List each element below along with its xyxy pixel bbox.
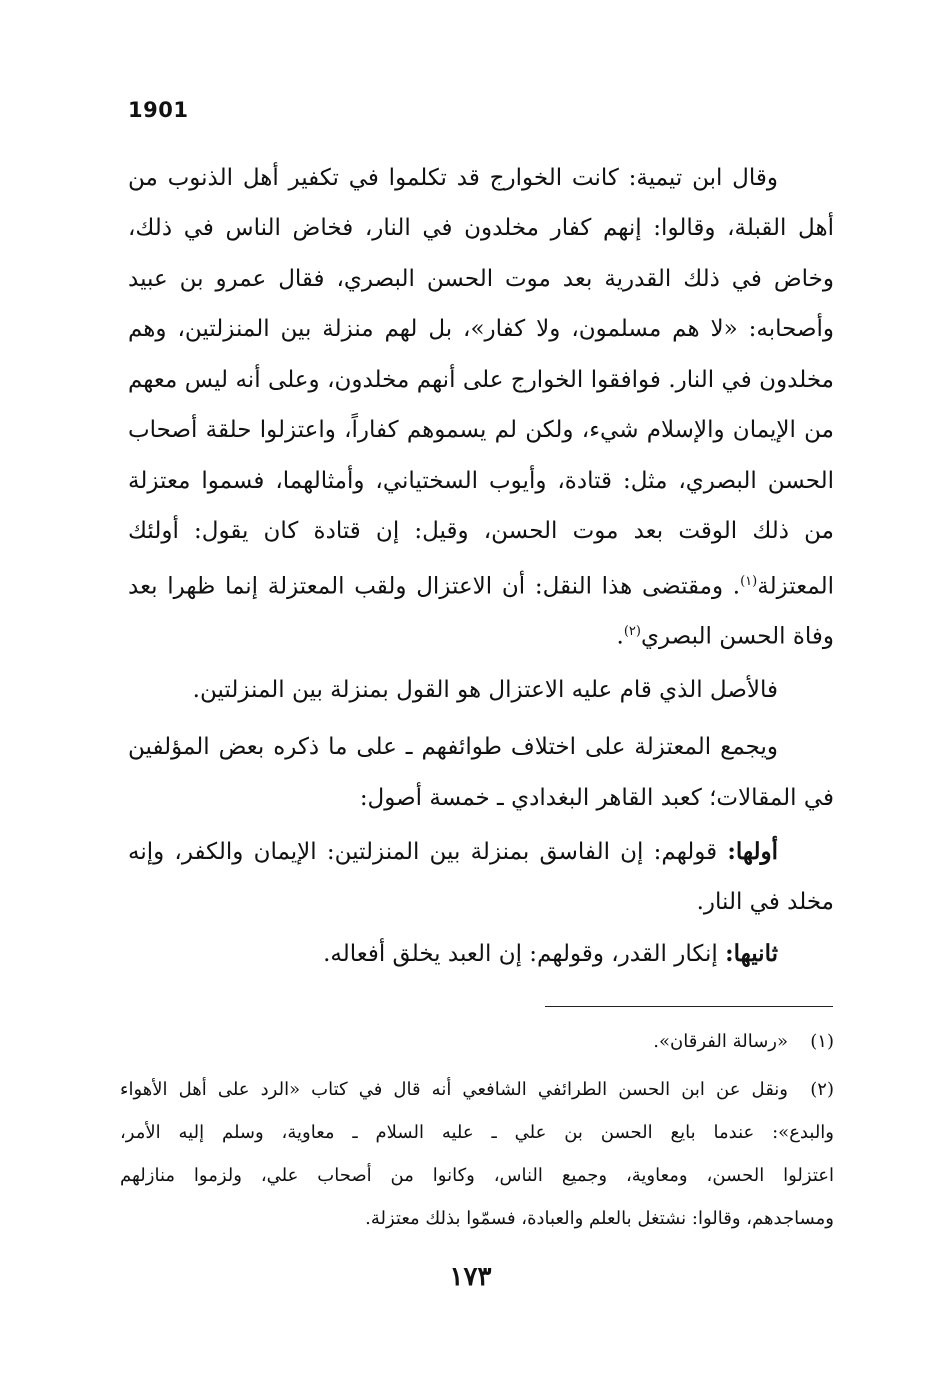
text-fragment: . ومقتضى هذا النقل: أن الاعتزال ولقب المعتزلة إنما ظهرا بعد [128, 573, 741, 600]
paragraph-line: في المقالات؛ كعبد القاهر البغدادي ـ خمسة أصول: [359, 785, 834, 811]
item-text: قولهم: إن الفاسق بمنزلة بين المنزلتين: الإيمان والكفر، وإنه [128, 839, 728, 865]
paragraph-line [128, 612, 834, 657]
footnote-1 [120, 1024, 834, 1060]
paragraph-line: وخاض في ذلك القدرية بعد موت الحسن البصري، فقال عمرو بن عبيد [128, 266, 834, 292]
footnote-text: «رسالة الفرقان». [653, 1031, 788, 1052]
paragraph-line: أهل القبلة، وقالوا: إنهم كفار مخلدون في النار، فخاض الناس في ذلك، [128, 215, 834, 241]
footnote-ref[interactable]: (١) [740, 574, 758, 589]
footnote-text: ونقل عن ابن الحسن الطرائفي الشافعي أنه قال في كتاب «الرد على أهل الأهواء [120, 1079, 788, 1100]
footnote-line: اعتزلوا الحسن، ومعاوية، وجميع الناس، وكانوا من أصحاب علي، ولزموا منازلهم [120, 1165, 834, 1186]
page-number: ١٧٣ [449, 1262, 492, 1292]
footnote-line: ومساجدهم، وقالوا: نشتغل بالعلم والعبادة، فسمّوا بذلك معتزلة. [365, 1208, 834, 1229]
text-fragment: . [616, 623, 624, 650]
footnote-number: (٢) [810, 1079, 834, 1100]
page-code: 1901 [128, 98, 189, 122]
item-label: أولها: [727, 838, 778, 865]
paragraph-line: وقال ابن تيمية: كانت الخوارج قد تكلموا في تكفير أهل الذنوب من [128, 165, 778, 191]
footnote-number: (١) [810, 1031, 834, 1052]
paragraph-line: من الإيمان والإسلام شيء، ولكن لم يسموهم كفاراً، واعتزلوا حلقة أصحاب [128, 417, 834, 443]
paragraph-line: مخلدون في النار. فوافقوا الخوارج على أنهم مخلدون، وعلى أنه ليس معهم [128, 367, 834, 393]
footnote-ref[interactable]: (٢) [623, 624, 641, 639]
paragraph-line: الحسن البصري، مثل: قتادة، وأيوب السختياني، وأمثالهما، فسموا معتزلة [128, 468, 834, 494]
list-item [128, 934, 834, 974]
list-item [128, 832, 834, 872]
footnote-2 [120, 1072, 834, 1108]
item-text: إنكار القدر، وقولهم: إن العبد يخلق أفعاله. [323, 941, 726, 967]
paragraph-line: ويجمع المعتزلة على اختلاف طوائفهم ـ على ما ذكره بعض المؤلفين [128, 734, 778, 760]
paragraph-line: فالأصل الذي قام عليه الاعتزال هو القول بمنزلة بين المنزلتين. [192, 677, 778, 703]
item-label: ثانيها: [725, 940, 778, 967]
text-fragment: وفاة الحسن البصري [640, 623, 834, 650]
footnote-divider [545, 1006, 833, 1007]
text-fragment: المعتزلة [757, 573, 834, 600]
list-item-continuation: مخلد في النار. [696, 889, 834, 915]
footnote-line: والبدع»: عندما بايع الحسن بن علي ـ عليه السلام ـ معاوية، وسلم إليه الأمر، [120, 1122, 834, 1143]
paragraph-line [128, 562, 834, 607]
paragraph-line: وأصحابه: «لا هم مسلمون، ولا كفار»، بل لهم منزلة بين المنزلتين، وهم [128, 316, 834, 342]
paragraph-line: من ذلك الوقت بعد موت الحسن، وقيل: إن قتادة كان يقول: أولئك [128, 518, 834, 544]
